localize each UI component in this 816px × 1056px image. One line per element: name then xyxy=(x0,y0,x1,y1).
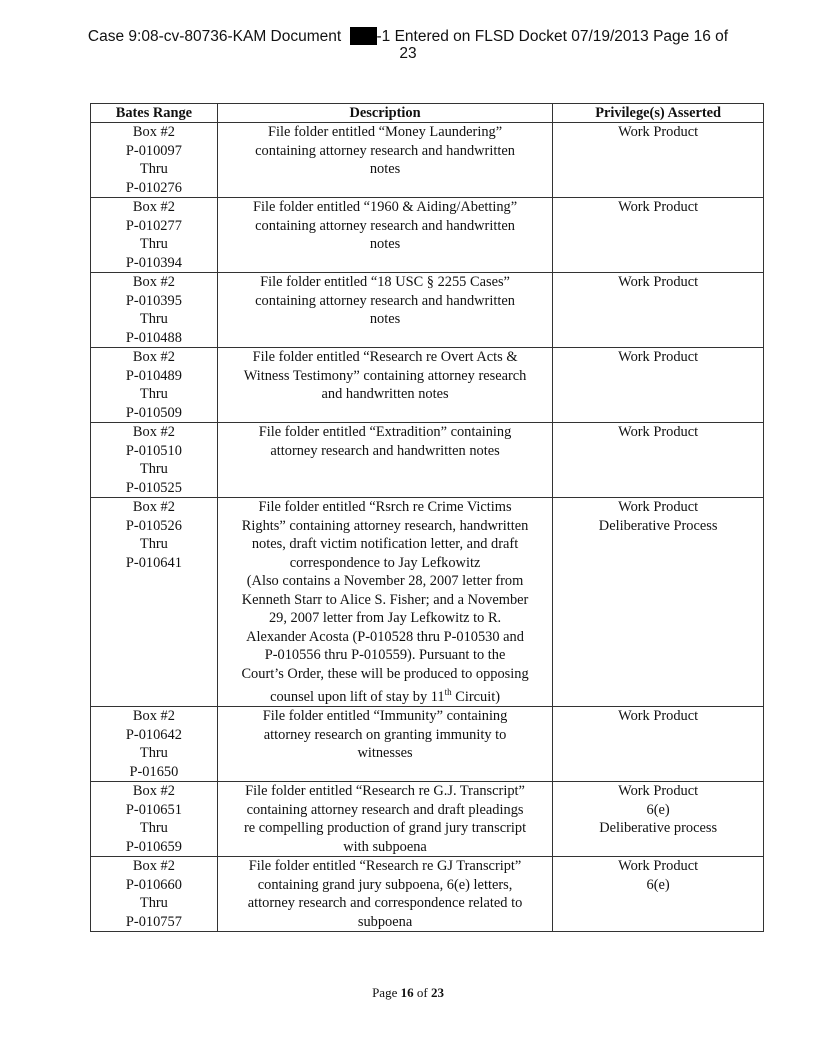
description-line: File folder entitled “Immunity” containing xyxy=(262,708,508,725)
privilege-log xyxy=(90,103,764,932)
bates-range-line: Box #2 xyxy=(132,424,175,440)
description-line: and handwritten notes xyxy=(321,386,449,402)
privilege-cell xyxy=(553,782,764,857)
description-line: 29, 2007 letter from Jay Lefkowitz to R. xyxy=(268,610,502,626)
bates-range-line: Thru xyxy=(139,895,168,912)
description-line: notes xyxy=(369,161,401,177)
bates-range-line: P-010525 xyxy=(125,479,182,496)
bates-range-line: P-010641 xyxy=(125,554,182,571)
table-row xyxy=(91,273,764,348)
bates-range-line: P-010395 xyxy=(125,292,182,309)
privilege-line: Work Product xyxy=(618,708,699,725)
description-line: File folder entitled “Money Laundering” xyxy=(267,124,503,140)
bates-range-cell xyxy=(91,707,218,782)
bates-range-line: P-010526 xyxy=(125,517,182,534)
table-row xyxy=(91,707,764,782)
description-cell xyxy=(217,198,552,273)
privilege-line: Work Product xyxy=(618,274,699,290)
column-header-privileges: Privilege(s) Asserted xyxy=(553,104,764,123)
privilege-cell xyxy=(553,707,764,782)
bates-range-line: Thru xyxy=(139,745,168,762)
description-cell xyxy=(217,782,552,857)
bates-range-line: P-010097 xyxy=(125,142,182,159)
description-cell xyxy=(217,707,552,782)
page-footer xyxy=(0,985,816,1001)
table-row xyxy=(91,423,764,498)
bates-range-cell xyxy=(91,123,218,198)
description-line: Court’s Order, these will be produced to opposing xyxy=(241,665,529,682)
description-cell xyxy=(217,348,552,423)
case-header-line2: 23 xyxy=(399,45,417,62)
footer-middle: of xyxy=(413,985,431,1000)
table-row xyxy=(91,782,764,857)
footer-prefix: Page xyxy=(372,985,401,1000)
bates-range-line: Box #2 xyxy=(132,783,175,800)
table-row xyxy=(91,123,764,198)
table-header-row xyxy=(91,104,764,123)
bates-range-cell xyxy=(91,198,218,273)
bates-range-line: P-01650 xyxy=(129,763,179,780)
description-line: File folder entitled “18 USC § 2255 Cases” xyxy=(260,274,510,290)
bates-range-line: Thru xyxy=(139,461,168,477)
description-line: notes xyxy=(369,311,401,327)
case-header-line1 xyxy=(0,27,816,45)
case-header-text-end: -1 Entered on FLSD Docket 07/19/2013 Page 16 of xyxy=(376,28,729,45)
privilege-log-table xyxy=(90,103,764,932)
bates-range-line: Thru xyxy=(139,536,168,552)
description-cell xyxy=(217,273,552,348)
description-line: correspondence to Jay Lefkowitz xyxy=(289,554,481,571)
bates-range-line: Box #2 xyxy=(132,858,175,875)
bates-range-line: P-010757 xyxy=(125,913,182,930)
description-line: witnesses xyxy=(357,745,413,762)
privilege-line: Deliberative process xyxy=(599,820,718,837)
table-row xyxy=(91,198,764,273)
bates-range-line: P-010277 xyxy=(125,217,182,234)
bates-range-line: Thru xyxy=(139,311,168,327)
table-row xyxy=(91,348,764,423)
privilege-cell xyxy=(553,423,764,498)
privilege-line: Work Product xyxy=(618,124,699,140)
description-line: File folder entitled “Extradition” containing xyxy=(258,424,512,440)
description-line: File folder entitled “Rsrch re Crime Victims xyxy=(258,499,512,515)
privilege-cell xyxy=(553,273,764,348)
bates-range-line: P-010510 xyxy=(125,442,182,459)
description-line: (Also contains a November 28, 2007 letter from xyxy=(246,573,524,589)
footer-total-pages: 23 xyxy=(430,985,444,1000)
table-body xyxy=(91,123,764,932)
description-line: File folder entitled “Research re Overt Acts & xyxy=(252,349,518,365)
bates-range-line: Box #2 xyxy=(132,124,175,140)
bates-range-line: Thru xyxy=(139,161,168,177)
ordinal-suffix: th xyxy=(444,687,452,697)
bates-range-line: Thru xyxy=(139,820,168,837)
privilege-cell xyxy=(553,498,764,707)
privilege-line: Work Product xyxy=(618,424,699,440)
bates-range-line: Box #2 xyxy=(132,199,175,215)
description-line: subpoena xyxy=(357,913,413,930)
table-row xyxy=(91,857,764,932)
bates-range-line: Box #2 xyxy=(132,274,175,290)
bates-range-cell xyxy=(91,857,218,932)
bates-range-cell xyxy=(91,782,218,857)
description-line: P-010556 thru P-010559). Pursuant to the xyxy=(264,647,506,663)
description-line: Kenneth Starr to Alice S. Fisher; and a November xyxy=(241,591,529,608)
privilege-line: Work Product xyxy=(618,783,699,800)
description-cell xyxy=(217,498,552,707)
description-cell xyxy=(217,123,552,198)
bates-range-line: P-010509 xyxy=(125,404,182,421)
description-line: notes, draft victim notification letter, and draft xyxy=(251,536,519,552)
description-line: containing grand jury subpoena, 6(e) letters, xyxy=(257,876,513,893)
privilege-cell xyxy=(553,348,764,423)
description-line: Alexander Acosta (P-010528 thru P-010530 and xyxy=(246,628,524,645)
bates-range-line: Box #2 xyxy=(132,349,175,365)
privilege-line: Work Product xyxy=(618,199,699,215)
case-header xyxy=(0,27,816,62)
description-line: Rights” containing attorney research, handwritten xyxy=(241,517,529,534)
privilege-line: Work Product xyxy=(618,499,699,515)
privilege-line: Deliberative Process xyxy=(598,517,718,534)
bates-range-cell xyxy=(91,498,218,707)
redaction-box xyxy=(350,27,377,45)
bates-range-cell xyxy=(91,423,218,498)
column-header-description: Description xyxy=(217,104,552,123)
description-line: attorney research and handwritten notes xyxy=(270,442,500,459)
description-line: attorney research and correspondence related to xyxy=(247,895,523,912)
privilege-line: 6(e) xyxy=(646,801,670,818)
description-line: counsel upon lift of stay by 11th Circuit) xyxy=(270,687,500,705)
description-line: notes xyxy=(369,236,401,252)
privilege-line: 6(e) xyxy=(646,876,670,893)
bates-range-line: P-010660 xyxy=(125,876,182,893)
description-line: Witness Testimony” containing attorney research xyxy=(243,367,527,384)
description-line: File folder entitled “Research re GJ Transcript” xyxy=(248,858,522,875)
description-line: with subpoena xyxy=(343,838,427,855)
bates-range-line: P-010276 xyxy=(125,179,182,196)
description-line: re compelling production of grand jury transcript xyxy=(243,820,527,837)
column-header-bates-range: Bates Range xyxy=(91,104,218,123)
bates-range-line: P-010489 xyxy=(125,367,182,384)
bates-range-line: P-010651 xyxy=(125,801,182,818)
bates-range-line: Box #2 xyxy=(132,708,175,725)
bates-range-line: P-010488 xyxy=(125,329,182,346)
description-line: containing attorney research and draft pleadings xyxy=(246,801,524,818)
description-line: containing attorney research and handwritten xyxy=(255,142,515,159)
bates-range-line: Thru xyxy=(139,386,168,402)
privilege-line: Work Product xyxy=(618,349,699,365)
privilege-cell xyxy=(553,123,764,198)
bates-range-line: P-010394 xyxy=(125,254,182,271)
description-line: File folder entitled “1960 & Aiding/Abetting” xyxy=(252,199,518,215)
footer-page-number: 16 xyxy=(400,985,414,1000)
privilege-line: Work Product xyxy=(618,858,699,875)
description-cell xyxy=(217,857,552,932)
bates-range-line: P-010659 xyxy=(125,838,182,855)
bates-range-cell xyxy=(91,273,218,348)
bates-range-line: Box #2 xyxy=(132,499,175,515)
description-line: containing attorney research and handwritten xyxy=(255,217,515,234)
table-row xyxy=(91,498,764,707)
bates-range-line: P-010642 xyxy=(125,726,182,743)
bates-range-cell xyxy=(91,348,218,423)
bates-range-line: Thru xyxy=(139,236,168,252)
description-cell xyxy=(217,423,552,498)
description-line: File folder entitled “Research re G.J. Transcript” xyxy=(245,783,525,800)
case-header-text-start: Case 9:08-cv-80736-KAM Document xyxy=(87,28,346,45)
privilege-cell xyxy=(553,857,764,932)
description-line: containing attorney research and handwritten xyxy=(255,292,515,309)
privilege-cell xyxy=(553,198,764,273)
description-line: attorney research on granting immunity to xyxy=(263,726,507,743)
